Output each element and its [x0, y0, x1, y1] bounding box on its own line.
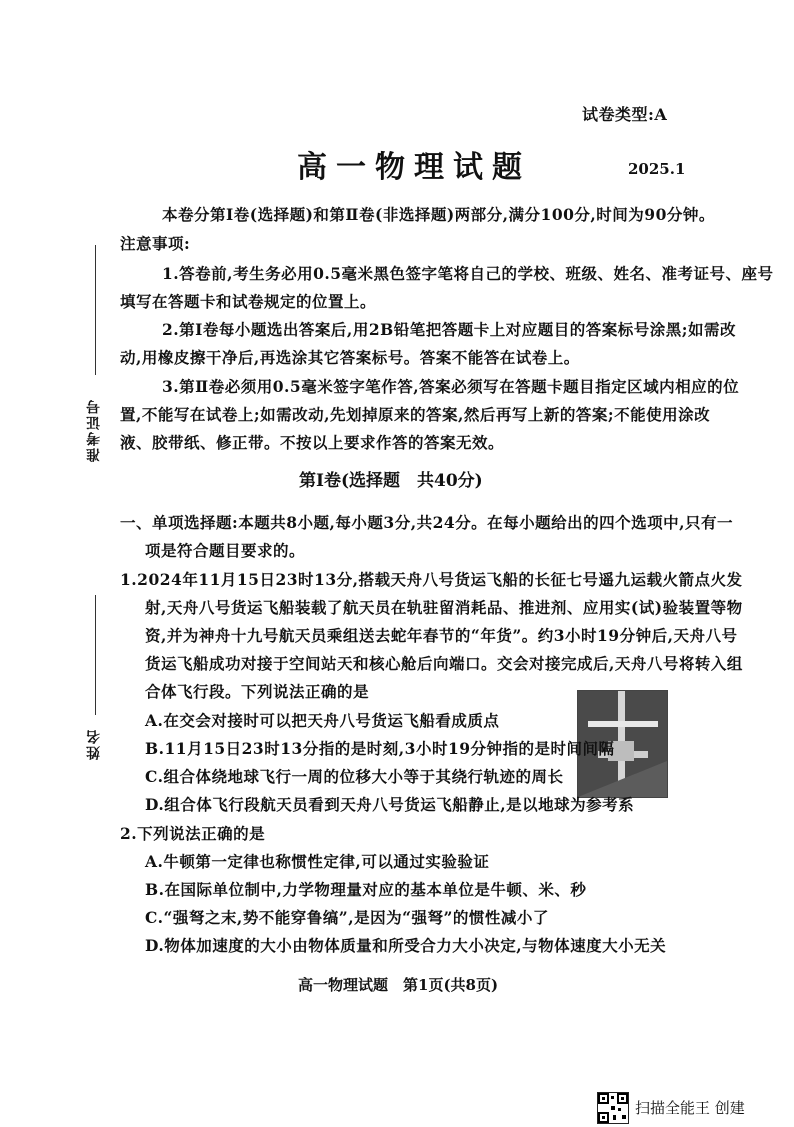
section-title: 第Ⅰ卷(选择题 共40分)	[299, 471, 483, 491]
name-label: 姓名	[86, 728, 102, 760]
paper-type: 试卷类型:A	[582, 105, 668, 124]
q2-option-c: C.“强弩之末,势不能穿鲁缟”,是因为“强弩”的惯性减小了	[145, 908, 549, 927]
exam-id-label: 准考证号	[86, 398, 102, 462]
note-2-line-1: 2.第Ⅰ卷每小题选出答案后,用2B铅笔把答题卡上对应题目的答案标号涂黑;如需改	[162, 320, 736, 339]
q1-stem-line-5: 合体飞行段。下列说法正确的是	[145, 682, 370, 701]
q1-stem-line-4: 货运飞船成功对接于空间站天和核心舱后向端口。交会对接完成后,天舟八号将转入组	[145, 654, 743, 673]
q1-stem-line-3: 资,并为神舟十九号航天员乘组送去蛇年春节的“年货”。约3小时19分钟后,天舟八号	[145, 626, 738, 645]
q2-option-d: D.物体加速度的大小由物体质量和所受合力大小决定,与物体速度大小无关	[145, 936, 667, 955]
q1-option-a: A.在交会对接时可以把天舟八号货运飞船看成质点	[145, 711, 500, 730]
q1-stem-line-2: 射,天舟八号货运飞船装载了航天员在轨驻留消耗品、推进剂、应用实(试)验装置等物	[145, 598, 743, 617]
section-instruction-line-1: 一、单项选择题:本题共8小题,每小题3分,共24分。在每小题给出的四个选项中,只有一	[120, 513, 734, 532]
binding-line-top	[95, 245, 96, 375]
q1-option-c: C.组合体绕地球飞行一周的位移大小等于其绕行轨迹的周长	[145, 767, 564, 786]
exam-date: 2025.1	[628, 160, 686, 178]
q2-stem: 2.下列说法正确的是	[120, 824, 266, 843]
note-3-line-3: 液、胶带纸、修正带。不按以上要求作答的答案无效。	[120, 433, 505, 452]
binding-line-middle	[95, 595, 96, 715]
q1-option-b: B.11月15日23时13分指的是时刻,3小时19分钟指的是时间间隔	[145, 739, 615, 758]
q1-option-d: D.组合体飞行段航天员看到天舟八号货运飞船静止,是以地球为参考系	[145, 795, 635, 814]
page-title: 高一物理试题	[297, 150, 531, 185]
scanner-watermark: 扫描全能王 创建	[635, 1099, 745, 1117]
q1-stem-line-1: 1.2024年11月15日23时13分,搭载天舟八号货运飞船的长征七号遥九运载火箭点火发	[120, 570, 743, 589]
note-3-line-2: 置,不能写在试卷上;如需改动,先划掉原来的答案,然后再写上新的答案;不能使用涂改	[120, 405, 711, 424]
note-3-line-1: 3.第Ⅱ卷必须用0.5毫米签字笔作答,答案必须写在答题卡题目指定区域内相应的位	[162, 377, 740, 396]
intro-text: 本卷分第Ⅰ卷(选择题)和第Ⅱ卷(非选择题)两部分,满分100分,时间为90分钟。	[162, 205, 715, 224]
page-footer: 高一物理试题 第1页(共8页)	[298, 976, 499, 994]
notes-title: 注意事项:	[120, 234, 191, 253]
q2-option-b: B.在国际单位制中,力学物理量对应的基本单位是牛顿、米、秒	[145, 880, 587, 899]
section-instruction-line-2: 项是符合题目要求的。	[145, 541, 306, 560]
note-1-line-2: 填写在答题卡和试卷规定的位置上。	[120, 292, 377, 311]
qr-code-icon	[597, 1092, 629, 1124]
note-2-line-2: 动,用橡皮擦干净后,再选涂其它答案标号。答案不能答在试卷上。	[120, 348, 580, 367]
q2-option-a: A.牛顿第一定律也称惯性定律,可以通过实验验证	[145, 852, 490, 871]
note-1-line-1: 1.答卷前,考生务必用0.5毫米黑色签字笔将自己的学校、班级、姓名、准考证号、座号	[162, 264, 774, 283]
